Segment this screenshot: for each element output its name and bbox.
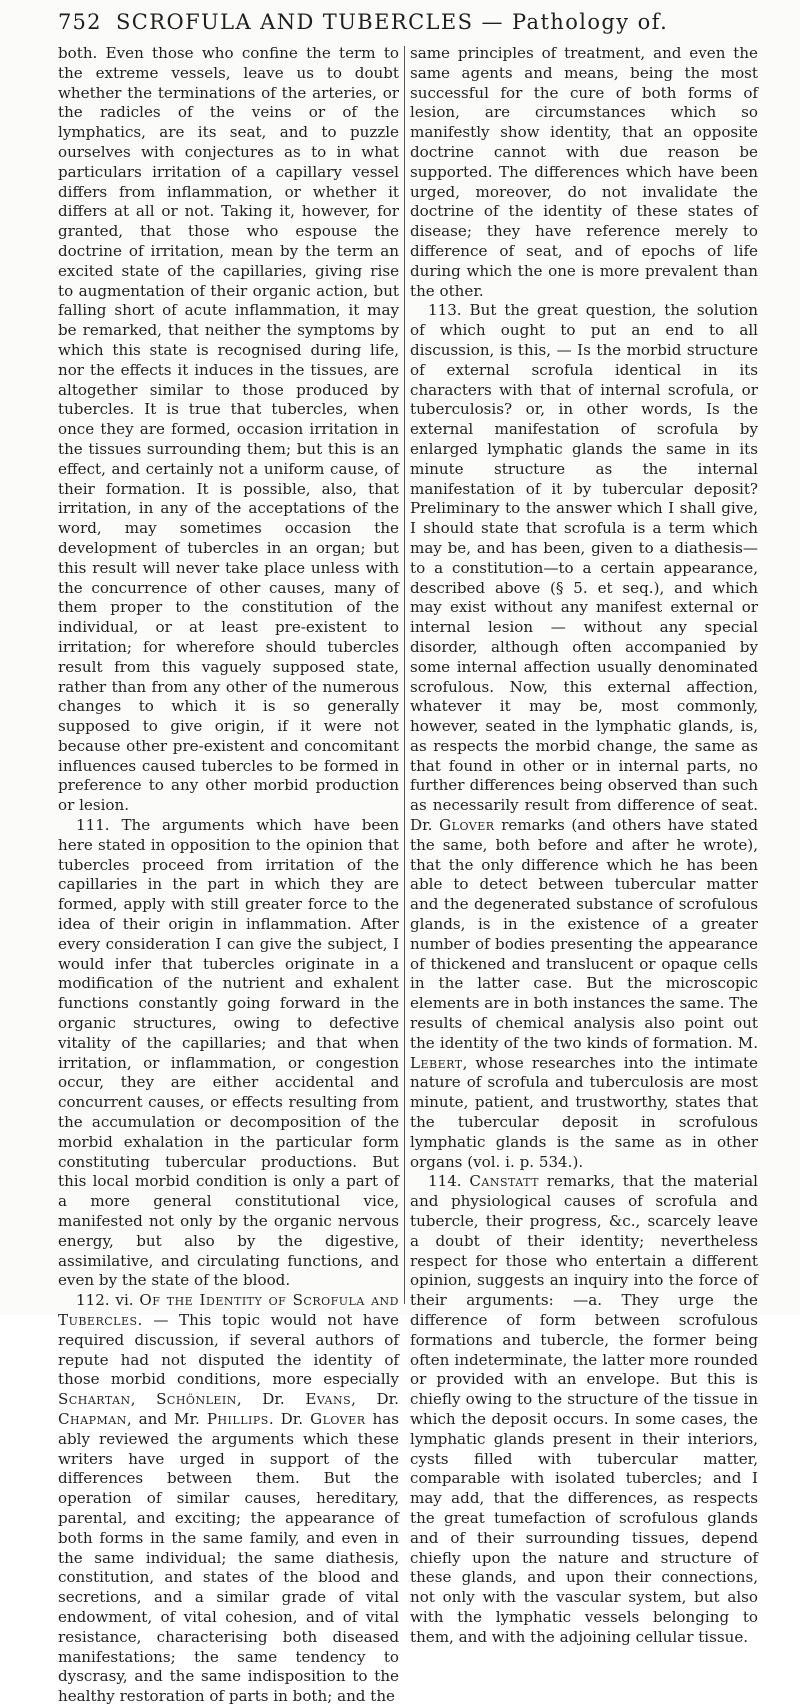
paragraph-111 bbox=[58, 816, 399, 1291]
paragraph-text: . Dr. bbox=[268, 1409, 304, 1428]
page-number: 752 bbox=[58, 10, 102, 34]
paragraph-text: both. Even those who confine the term to the extreme vessels, leave us to doubt whether the terminations of the arteries, or the radicles of the veins or of the lymphatics, are its seat, and to puzzle ourselves with conjectures as to in what particulars irritation of a capillary vessel differs from inflammation, or whether it differs at all or not. Taking it, however, for granted, that those who espouse the doctrine of irritation, mean by the term an excited state of the capillaries, giving rise to augmentation of their organic action, but falling short of acute inflammation, it may be remarked, that neither the symptoms by which this state is recognised during life, nor the effects it induces in the tissues, are altogether similar to those produced by tubercles. It is true that tubercles, when once they are formed, occasion irritation in the tissues surrounding them; but this is an effect, and certainly not a uniform cause, of their formation. It is possible, also, that irritation, in any of the acceptations of the word, may sometimes occasion the development of tubercles in an organ; but this result will never take place unless with the concurrence of other causes, many of them proper to the constitution of the individual, or at least pre-existent to irritation; for wherefore should tubercles result from this vaguely supposed state, rather than from any other of the numerous changes to which it is so generally supposed to give origin, if it were not because other pre-existent and concomitant influences caused tubercles to be formed in preference to any other morbid production or lesion. bbox=[58, 44, 399, 815]
paragraph-112 bbox=[58, 1291, 399, 1707]
author-name: Lebert bbox=[410, 1053, 463, 1072]
paragraph-text: , whose researches into the intimate nature of scrofula and tuberculosis are most minute, patient, and trustworthy, states that the tubercular deposit in scrofulous lymphatic glands is the same as in other organs (vol. i. p. 534.). bbox=[410, 1053, 758, 1171]
paragraph-text: , Dr. bbox=[351, 1390, 399, 1409]
paragraph-text: remarks (and others have stated the same, both before and after he wrote), that the only difference which he has been able to detect between tubercular matter and the degenerated substance of scrofulous glands, is in the existence of a greater number of bodies presenting the appearance of thickened and translucent or opaque cells in the latter case. But the microscopic elements are in both instances the same. The results of chemical analysis also point out the identity of the two kinds of formation. M. bbox=[410, 816, 758, 1052]
paragraph-text: , Dr. bbox=[236, 1390, 285, 1409]
left-column bbox=[58, 44, 399, 1707]
paragraph-113 bbox=[410, 301, 758, 1172]
running-title: SCROFULA AND TUBERCLES — Pathology of. bbox=[116, 10, 669, 34]
separator: , bbox=[130, 1390, 136, 1409]
author-name: Glover bbox=[310, 1409, 366, 1428]
section-number: 114. bbox=[428, 1172, 462, 1191]
column-divider bbox=[404, 46, 405, 1304]
paragraph-text: remarks, that the material and physiological causes of scrofula and tubercle, their progress, &c., scarcely leave a doubt of their identity; nevertheless respect for those who entertain a different opinion, suggests an inquiry into the force of their arguments: —a. They urge the difference of form between scrofulous formations and tubercle, the former being often indeterminate, the latter more rounded or provided with an envelope. But this is chiefly owing to the structure of the tissue in which the deposit occurs. In some cases, the lymphatic glands present in their interiors, cysts filled with tubercular matter, comparable with isolated tubercles; and I may add, that the differences, as respects the great tumefaction of scrofulous glands and of their surrounding tissues, depend chiefly upon the nature and structure of these glands, and upon their connections, not only with the vascular system, but also with the lymphatic vessels belonging to them, and with the adjoining cellular tissue. bbox=[410, 1172, 758, 1646]
paragraph-text: , and Mr. bbox=[126, 1409, 200, 1428]
paragraph-114 bbox=[410, 1172, 758, 1647]
paragraph-text: same principles of treatment, and even the same agents and means, being the most successful for the cure of both forms of lesion, are circumstances which so manifestly show identity, that an opposite doctrine cannot with due reason be supported. The differences which have been urged, moreover, do not invalidate the doctrine of the identity of these states of disease; they have reference merely to difference of seat, and of epochs of life during which the one is more prevalent than the other. bbox=[410, 44, 758, 300]
right-column bbox=[410, 44, 758, 1648]
paragraph-110-continued bbox=[58, 44, 399, 816]
author-name: Schartan bbox=[58, 1390, 131, 1409]
author-name: Glover bbox=[439, 816, 495, 835]
section-heading: Of the Identity of Scrofula and Tubercles. bbox=[58, 1291, 399, 1329]
author-name: Schönlein bbox=[156, 1390, 237, 1409]
author-name: Evans bbox=[305, 1390, 352, 1409]
section-number: 112. vi. bbox=[76, 1291, 134, 1310]
author-name: Chapman bbox=[58, 1409, 127, 1428]
paragraph-text: — This topic would not have required discussion, if several authors of repute had not disputed the identity of those morbid conditions, more especially bbox=[58, 1311, 399, 1389]
page-header bbox=[58, 10, 770, 38]
paragraph-text: 113. But the great question, the solution of which ought to put an end to all discussion, is this, — Is the morbid structure of external scrofula identical in its characters with that of internal scrofula, or tuberculosis? or, in other words, Is the external manifestation of scrofula by enlarged lymphatic glands the same in its minute structure as the internal manifestation of it by tubercular deposit? Preliminary to the answer which I shall give, I should state that scrofula is a term which may be, and has been, given to a diathesis—to a constitution—to a certain appearance, described above (§ 5. et seq.), and which may exist without any manifest external or internal lesion — without any special disorder, although often accompanied by some internal affection usually denominated scrofulous. Now, this external affection, whatever it may be, most commonly, however, seated in the lymphatic glands, is, as respects the morbid change, the same as that found in other or in internal parts, no further differences being observed than such as necessarily result from difference of seat. Dr. bbox=[410, 301, 758, 835]
author-name: Phillips bbox=[206, 1409, 269, 1428]
paragraph-text: 111. The arguments which have been here stated in opposition to the opinion that tubercles proceed from irritation of the capillaries in the part in which they are formed, apply with still greater force to the idea of their origin in inflammation. After every consideration I can give the subject, I would infer that tubercles originate in a modification of the nutrient and exhalent functions constantly going forward in the organic structures, owing to defective vitality of the capillaries; and that when irritation, or inflammation, or congestion occur, they are either accidental and concurrent causes, or effects resulting from the accumulation or decomposition of the morbid exhalation in the particular form constituting tubercular productions. But this local morbid condition is only a part of a more general constitutional vice, manifested not only by the organic nervous energy, but also by the digestive, assimilative, and circulating functions, and even by the state of the blood. bbox=[58, 816, 399, 1290]
paragraph-112-continued bbox=[410, 44, 758, 301]
paragraph-text: has ably reviewed the arguments which these writers have urged in support of the differences between them. But the operation of similar causes, hereditary, parental, and exciting; the appearance of both forms in the same family, and even in the same individual; the same diathesis, constitution, and states of the blood and secretions, and a similar grade of vital endowment, of vital cohesion, and of vital resistance, characterising both diseased manifestations; the same tendency to dyscrasy, and the same indisposition to the healthy restoration of parts in both; and the bbox=[58, 1409, 399, 1706]
author-name: Canstatt bbox=[469, 1172, 539, 1191]
